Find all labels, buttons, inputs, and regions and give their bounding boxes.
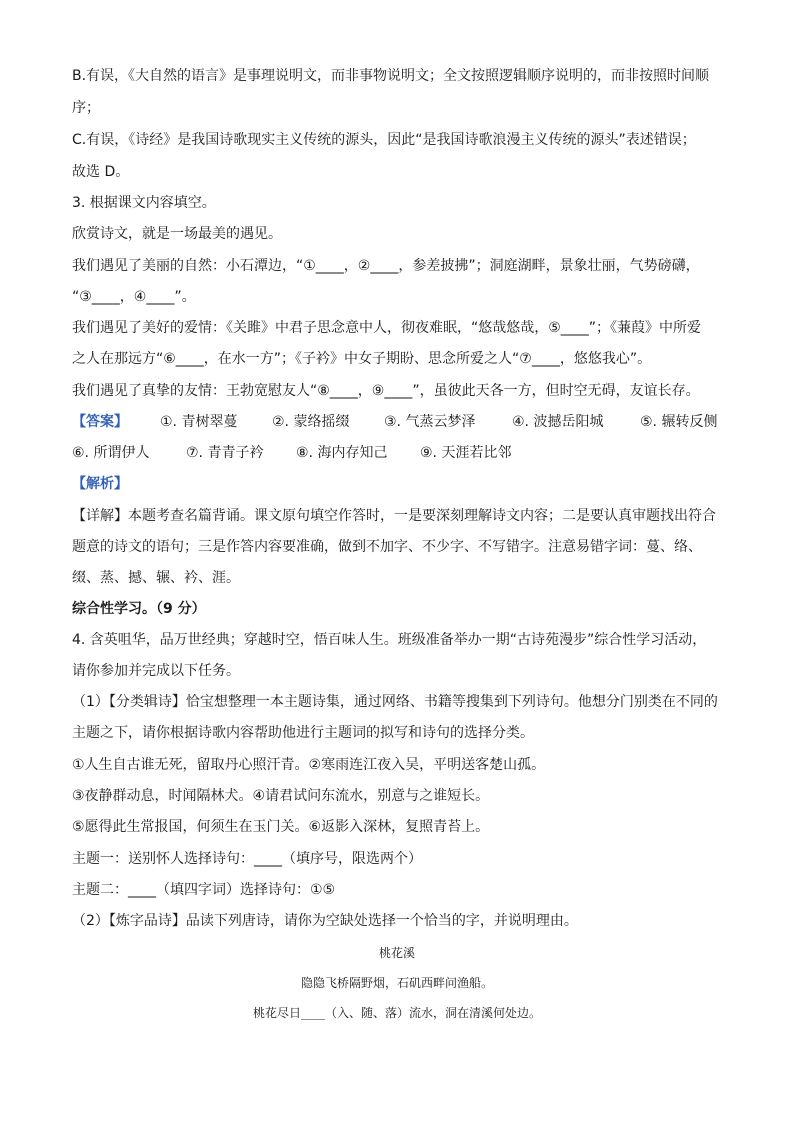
answer-item-8: ⑧. 海内存知己 [296, 445, 388, 461]
detail-line-1: 【详解】本题考查名篇背诵。课文原句填空作答时，一是要深刻理解诗文内容；二是要认真审题找出符合 [72, 508, 716, 524]
q3-nature-line-cont: “③____，④____”。 [72, 289, 196, 305]
detail-line-2: 题意的诗文的语句；三是作答内容要准确，做到不加字、不少字、不写错字。注意易错字词：蔓、络、 [72, 539, 702, 555]
poem-line-1: 隐隐飞桥隔野烟，石矶西畔问渔船。 [300, 976, 493, 990]
text-line-c: C.有误，《诗经》是我国诗歌现实主义传统的源头，因此“是我国诗歌浪漫主义传统的源头”表述错误； [72, 132, 696, 148]
answer-item-7: ⑦. 青青子衿 [186, 445, 264, 461]
q4-part1-line-1: （1）【分类辑诗】恰宝想整理一本主题诗集，通过网络、书籍等搜集到下列诗句。他想分门别类在不同的 [72, 694, 718, 710]
answer-item-5: ⑤. 辗转反侧 [640, 414, 718, 430]
q4-line-2: 请你参加并完成以下任务。 [72, 663, 240, 679]
text-line-conclusion: 故选 D。 [72, 164, 130, 180]
q3-friendship-line: 我们遇见了真挚的友情：王勃宽慰友人“⑧____，⑨____”，虽彼此天各一方，但时空无碍，友谊长存。 [72, 383, 700, 399]
q4-part1-line-2: 主题之下，请你根据诗歌内容帮助他进行主题词的拟写和诗句的选择分类。 [72, 725, 534, 741]
answer-item-1: ①. 青树翠蔓 [160, 414, 238, 430]
answer-item-4: ④. 波撼岳阳城 [512, 414, 604, 430]
analysis-label: 【解析】 [72, 476, 128, 492]
theme-2-line: 主题二：____（填四字词）选择诗句：①⑤ [72, 882, 336, 898]
answer-item-2: ②. 蒙络摇缀 [272, 414, 350, 430]
poem-lines-5-6: ⑤愿得此生常报国，何须生在玉门关。⑥返影入深林，复照青苔上。 [72, 819, 490, 835]
q4-line-1: 4. 含英咀华，品万世经典；穿越时空，悟百味人生。班级准备举办一期“古诗苑漫步”综合性学习活动， [72, 632, 707, 648]
detail-line-3: 缀、蒸、撼、辗、衿、涯。 [72, 570, 240, 586]
poem-lines-3-4: ③夜静群动息，时闻隔林犬。④请君试问东流水，别意与之谁短长。 [72, 788, 490, 804]
q3-intro: 欣赏诗文，就是一场最美的遇见。 [72, 226, 282, 242]
question-3-title: 3. 根据课文内容填空。 [72, 195, 216, 211]
q3-nature-line: 我们遇见了美丽的自然：小石潭边，“①____，②____，参差披拂”；洞庭湖畔，景象壮丽，气势磅礴， [72, 258, 700, 274]
answer-item-9: ⑨. 天涯若比邻 [420, 445, 512, 461]
q3-love-line: 我们遇见了美好的爱情：《关雎》中君子思念意中人，彻夜难眠，“悠哉悠哉，⑤____”；《蒹葭》中所爱 [72, 320, 702, 336]
text-line-b-cont: 序； [72, 100, 100, 116]
theme-1-line: 主题一：送别怀人选择诗句：____（填序号，限选两个） [72, 851, 422, 867]
answer-item-6: ⑥. 所谓伊人 [72, 445, 150, 461]
section-title: 综合性学习。（9 分） [72, 601, 206, 617]
q3-love-line-cont: 之人在那远方“⑥____，在水一方”；《子衿》中女子期盼、思念所爱之人“⑦____，悠悠我心”。 [72, 351, 652, 367]
text-line-b: B.有误，《大自然的语言》是事理说明文，而非事物说明文；全文按照逻辑顺序说明的，而非按照时间顺 [72, 68, 710, 84]
poem-lines-1-2: ①人生自古谁无死，留取丹心照汗青。②寒雨连江夜入吴，平明送客楚山孤。 [72, 757, 546, 773]
poem-title: 桃花溪 [378, 946, 415, 960]
q4-part2-line: （2）【炼字品诗】品读下列唐诗，请你为空缺处选择一个恰当的字，并说明理由。 [72, 913, 578, 929]
answer-item-3: ③. 气蒸云梦泽 [384, 414, 476, 430]
poem-line-2: 桃花尽日____（入、随、落）流水，洞在清溪何处边。 [252, 1006, 541, 1020]
answer-label: 【答案】 [72, 414, 128, 430]
